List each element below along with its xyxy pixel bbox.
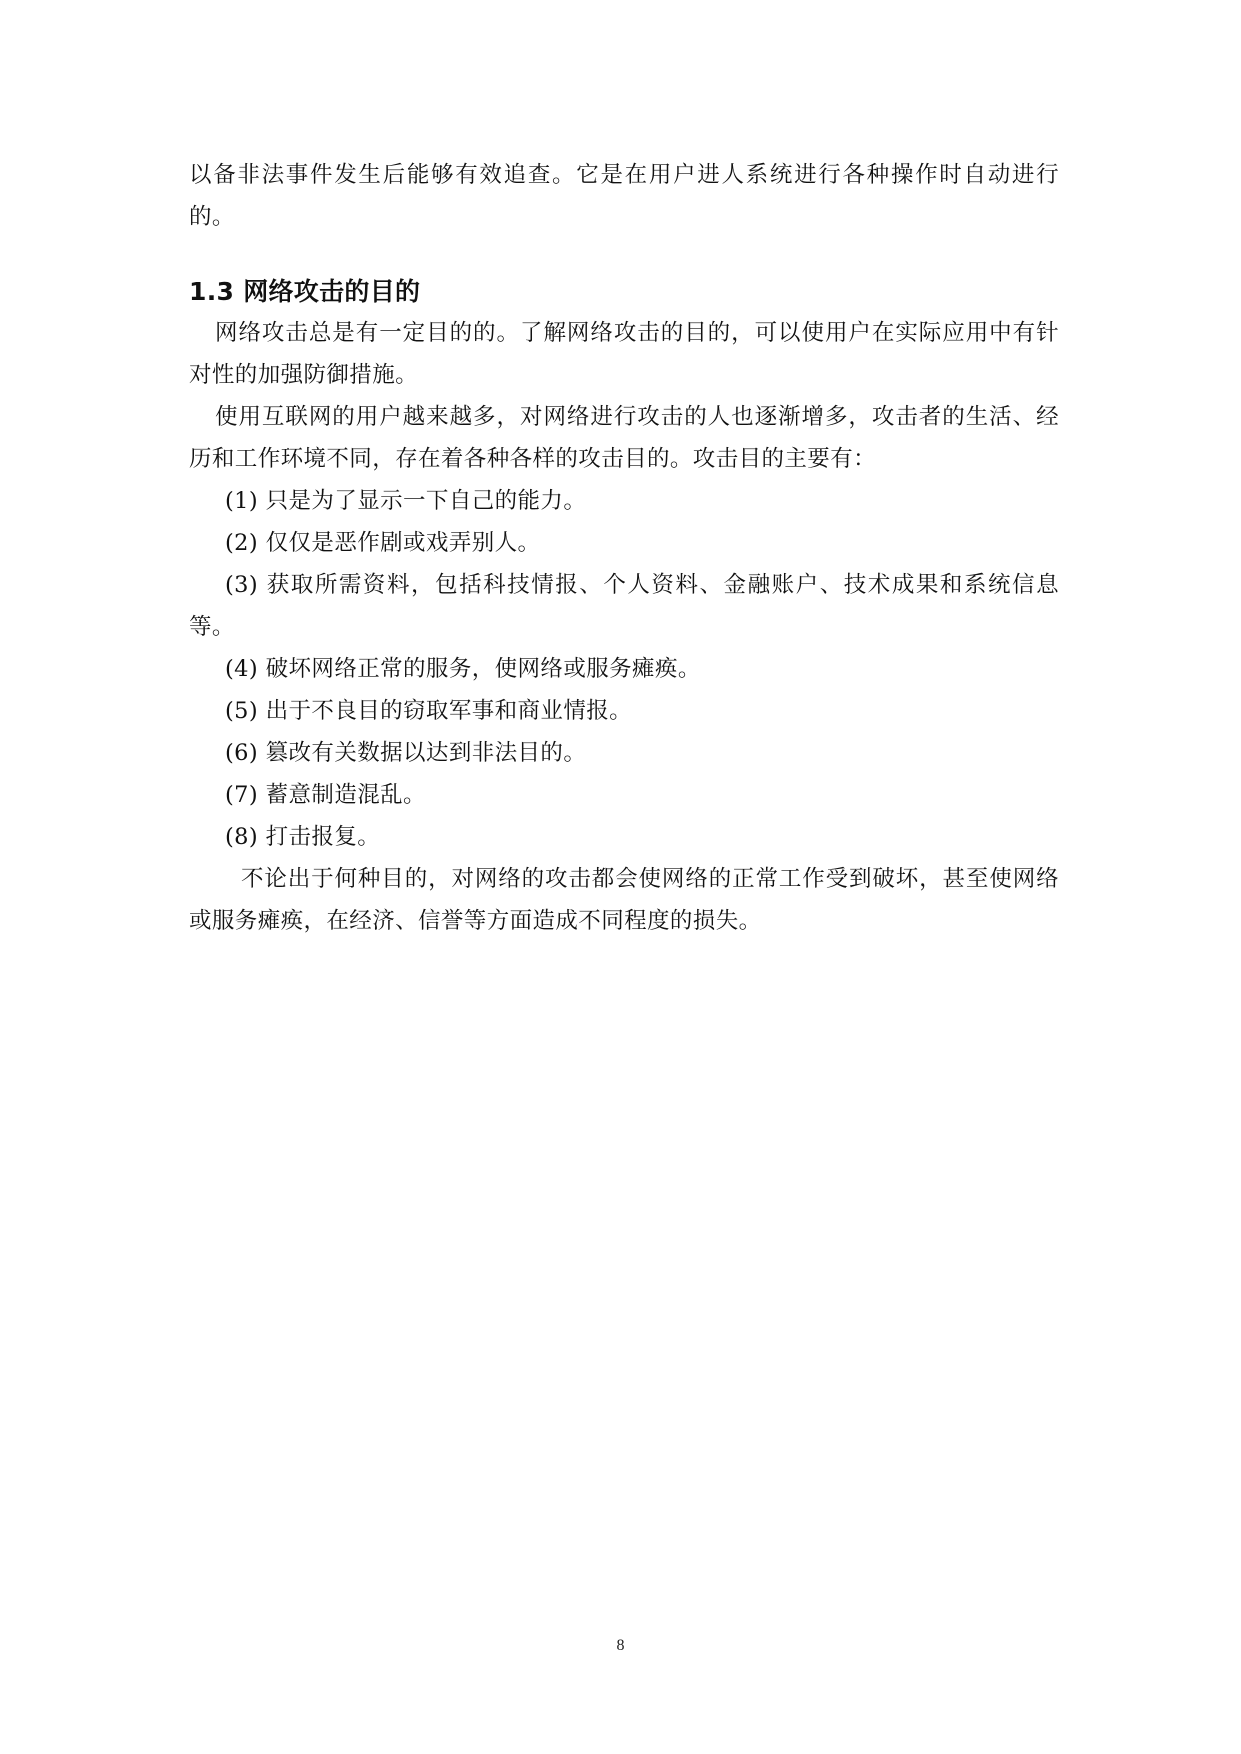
list-item: (4) 破坏网络正常的服务，使网络或服务瘫痪。 xyxy=(225,656,701,682)
list-item: (8) 打击报复。 xyxy=(225,824,381,850)
list-item: (5) 出于不良目的窃取军事和商业情报。 xyxy=(225,698,633,724)
list-item: (6) 篡改有关数据以达到非法目的。 xyxy=(225,740,587,766)
list-item: (3) 获取所需资料，包括科技情报、个人资料、金融账户、技术成果和系统信息等。 xyxy=(189,572,1059,640)
section-heading: 1.3 网络攻击的目的 xyxy=(189,277,421,306)
list-item: (1) 只是为了显示一下自己的能力。 xyxy=(225,488,587,514)
closing-paragraph: 不论出于何种目的，对网络的攻击都会使网络的正常工作受到破坏，甚至使网络或服务瘫痪，在经济、信誉等方面造成不同程度的损失。 xyxy=(189,866,1059,934)
list-item: (7) 蓄意制造混乱。 xyxy=(225,782,426,808)
list-item: (2) 仅仅是恶作剧或戏弄别人。 xyxy=(225,530,541,556)
page-number: 8 xyxy=(616,1637,625,1654)
context-paragraph: 使用互联网的用户越来越多，对网络进行攻击的人也逐渐增多，攻击者的生活、经历和工作环境不同，存在着各种各样的攻击目的。攻击目的主要有： xyxy=(189,404,1059,472)
intro-paragraph: 网络攻击总是有一定目的的。了解网络攻击的目的，可以使用户在实际应用中有针对性的加强防御措施。 xyxy=(189,320,1059,388)
continued-paragraph: 以备非法事件发生后能够有效追查。它是在用户进人系统进行各种操作时自动进行的。 xyxy=(189,162,1059,230)
page-content xyxy=(189,154,1059,942)
